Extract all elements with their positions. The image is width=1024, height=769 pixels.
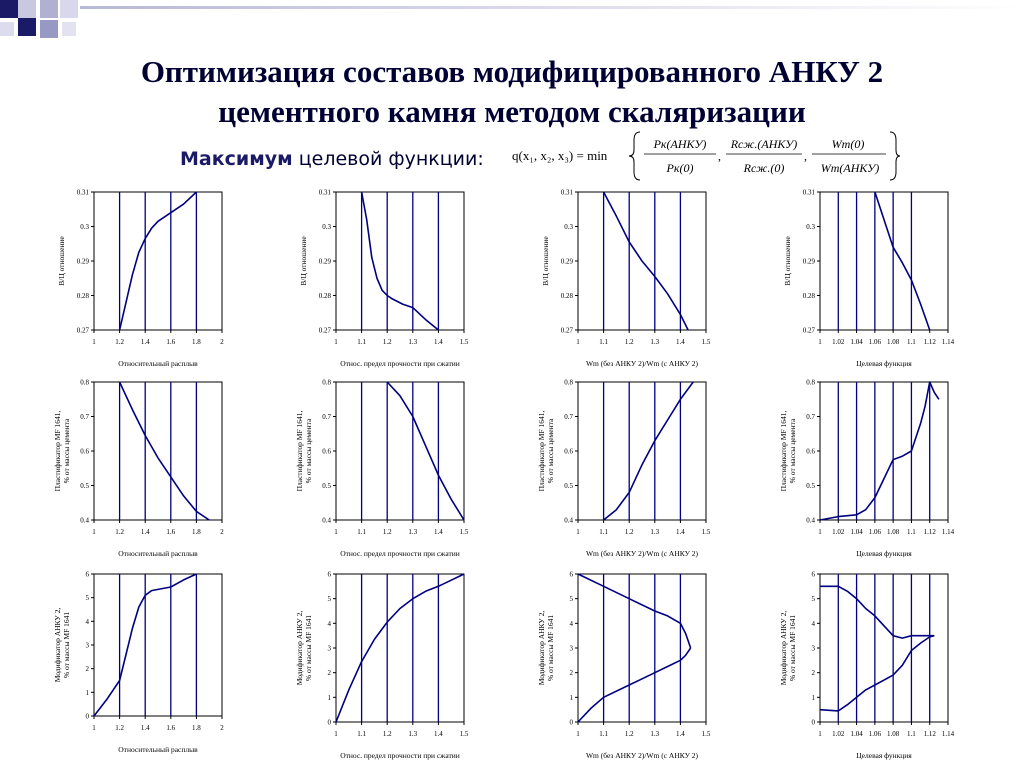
chart-svg <box>536 568 722 764</box>
y-tick-label: 0.28 <box>76 292 89 300</box>
chart-plasticizer-vs-spread <box>52 376 238 562</box>
x-tick-label: 1.14 <box>941 730 955 738</box>
formula-comma: , <box>804 149 807 163</box>
y-tick-label: 2 <box>327 669 331 678</box>
y-tick-label: 2 <box>569 669 573 678</box>
x-tick-label: 1.08 <box>887 338 900 346</box>
y-tick-label: 6 <box>811 570 815 579</box>
chart-svg <box>52 376 238 562</box>
subtitle-rest: целевой функции: <box>292 148 484 170</box>
y-tick-label: 0.27 <box>802 326 815 335</box>
y-tick-label: 0.28 <box>318 292 331 300</box>
y-tick-label: 0.4 <box>564 516 573 525</box>
y-tick-label: 0 <box>569 718 573 727</box>
y-tick-label: 0.27 <box>560 326 573 335</box>
y-tick-label: 0.7 <box>564 413 573 421</box>
y-tick-label: 3 <box>85 641 89 650</box>
x-tick-label: 1.6 <box>166 724 176 732</box>
y-tick-label: 0.31 <box>560 188 573 197</box>
x-tick-label: 1.06 <box>868 338 881 346</box>
x-tick-label: 1.2 <box>115 338 124 346</box>
plot-area <box>94 382 222 520</box>
x-tick-label: 1 <box>576 338 580 346</box>
x-tick-label: 1.8 <box>192 338 201 346</box>
formula-t2-den: Rсж.(0) <box>743 161 785 175</box>
y-tick-label: 0 <box>811 718 815 727</box>
x-tick-label: 1.14 <box>941 528 955 536</box>
x-tick-label: 1.02 <box>832 528 845 536</box>
y-tick-label: 0.31 <box>318 188 331 197</box>
formula-t3-den: Wm(АНКУ) <box>820 161 880 175</box>
y-tick-label: 0.7 <box>322 413 331 421</box>
x-axis-label: Wm (без АНКУ 2)/Wm (с АНКУ 2) <box>585 549 699 558</box>
y-axis-label: Модификатор АНКУ 2,% от массы МF 1641 <box>53 607 71 683</box>
x-tick-label: 1.5 <box>701 338 711 346</box>
chart-svg <box>536 186 722 372</box>
x-tick-label: 1.5 <box>459 338 469 346</box>
y-tick-label: 2 <box>811 669 815 678</box>
y-axis-label: В/Ц отношение <box>299 236 308 286</box>
x-tick-label: 1.2 <box>115 528 124 536</box>
x-tick-label: 1.12 <box>923 338 936 346</box>
x-axis-label: Целевая функция <box>856 549 912 558</box>
x-tick-label: 1.8 <box>192 528 201 536</box>
y-axis-label: В/Ц отношение <box>57 236 66 286</box>
formula-brace-left <box>629 132 640 180</box>
x-tick-label: 1.4 <box>434 338 443 346</box>
y-tick-label: 0.6 <box>564 447 573 456</box>
chart-svg <box>52 568 238 758</box>
y-tick-label: 0.31 <box>802 188 815 197</box>
x-tick-label: 1.4 <box>676 528 685 536</box>
y-tick-label: 0.27 <box>318 326 331 335</box>
x-tick-label: 1 <box>576 528 580 536</box>
x-tick-label: 1.2 <box>382 730 392 738</box>
x-tick-label: 2 <box>220 528 224 536</box>
y-tick-label: 4 <box>327 619 331 628</box>
chart-svg <box>52 186 238 372</box>
subtitle-bold: Максимум <box>180 148 293 170</box>
corner-decoration <box>0 0 140 60</box>
y-tick-label: 0.5 <box>80 482 89 490</box>
x-tick-label: 1.3 <box>650 730 660 738</box>
y-tick-label: 0.7 <box>80 413 89 421</box>
x-tick-label: 1.5 <box>459 528 469 536</box>
deco-square <box>40 20 58 38</box>
x-axis-label: Относительный расплыв <box>118 359 198 368</box>
y-tick-label: 0.3 <box>564 223 573 231</box>
y-tick-label: 0.3 <box>322 223 331 231</box>
x-tick-label: 1 <box>92 724 96 732</box>
x-tick-label: 1 <box>818 528 822 536</box>
x-tick-label: 1.1 <box>599 338 608 346</box>
y-tick-label: 0.6 <box>322 447 331 456</box>
y-tick-label: 0 <box>327 718 331 727</box>
chart-svg <box>294 186 480 372</box>
x-tick-label: 1.2 <box>624 528 634 536</box>
y-tick-label: 6 <box>85 570 89 579</box>
y-tick-label: 0.8 <box>80 378 89 387</box>
plot-area <box>820 574 948 722</box>
x-tick-label: 1.4 <box>140 724 150 732</box>
x-tick-label: 1.12 <box>923 730 936 738</box>
y-tick-label: 0.4 <box>806 516 815 525</box>
x-tick-label: 1 <box>818 730 822 738</box>
x-tick-label: 1.06 <box>868 730 881 738</box>
x-tick-label: 1.08 <box>887 730 900 738</box>
title-line-1: Оптимизация составов модифицированного АНКУ 2 <box>140 54 884 89</box>
y-tick-label: 0.3 <box>806 223 815 231</box>
formula-t1-num: Pк(АНКУ) <box>653 137 707 151</box>
formula-brace-right <box>890 132 900 180</box>
subtitle <box>180 148 484 170</box>
x-tick-label: 1.1 <box>907 730 916 738</box>
y-tick-label: 0.8 <box>322 378 331 387</box>
y-tick-label: 5 <box>811 595 815 604</box>
chart-svg <box>778 568 964 764</box>
chart-wc-vs-objective <box>778 186 964 372</box>
y-tick-label: 1 <box>811 693 815 702</box>
y-tick-label: 4 <box>569 619 573 628</box>
x-tick-label: 1.4 <box>676 730 685 738</box>
plot-area <box>578 382 706 520</box>
deco-square <box>60 0 78 18</box>
x-tick-label: 1 <box>334 730 338 738</box>
x-axis-label: Относительный расплыв <box>118 549 198 558</box>
y-tick-label: 0.31 <box>76 188 89 197</box>
plot-area <box>94 192 222 330</box>
y-axis-label: Модификатор АНКУ 2,% от массы МF 1641 <box>779 610 797 686</box>
y-tick-label: 0.29 <box>560 257 573 266</box>
x-tick-label: 1.1 <box>357 338 366 346</box>
x-tick-label: 1.08 <box>887 528 900 536</box>
plot-area <box>336 192 464 330</box>
y-tick-label: 0.29 <box>76 257 89 266</box>
x-tick-label: 1.5 <box>701 730 711 738</box>
y-tick-label: 0.6 <box>80 447 89 456</box>
x-axis-label: Целевая функция <box>856 359 912 368</box>
y-axis-label: Модификатор АНКУ 2,% от массы МF 1641 <box>295 610 313 686</box>
x-tick-label: 1.1 <box>907 338 916 346</box>
chart-plasticizer-vs-strength <box>294 376 480 562</box>
x-axis-label: Относ. предел прочности при сжатии <box>340 751 460 760</box>
y-tick-label: 5 <box>569 595 573 604</box>
deco-square <box>0 22 14 36</box>
y-tick-label: 3 <box>327 644 331 653</box>
deco-square <box>62 22 76 36</box>
plot-area <box>820 382 948 520</box>
chart-svg <box>536 376 722 562</box>
y-tick-label: 0.5 <box>322 482 331 490</box>
x-tick-label: 1.04 <box>850 528 863 536</box>
x-tick-label: 1.3 <box>408 730 418 738</box>
y-tick-label: 6 <box>569 570 573 579</box>
y-axis-label: В/Ц отношение <box>541 236 550 286</box>
x-tick-label: 1.4 <box>434 528 443 536</box>
y-tick-label: 4 <box>811 619 815 628</box>
x-tick-label: 1.1 <box>907 528 916 536</box>
x-tick-label: 1.1 <box>599 528 608 536</box>
y-tick-label: 0.5 <box>564 482 573 490</box>
y-tick-label: 3 <box>811 644 815 653</box>
y-tick-label: 0.7 <box>806 413 815 421</box>
y-tick-label: 0.27 <box>76 326 89 335</box>
x-tick-label: 1.3 <box>408 338 418 346</box>
formula-t3-num: Wm(0) <box>831 137 865 151</box>
y-tick-label: 5 <box>85 594 89 603</box>
y-tick-label: 0.4 <box>322 516 331 525</box>
y-axis-label: Пластификатор МF 1641,% от массы цемента <box>53 410 71 492</box>
x-tick-label: 2 <box>220 724 224 732</box>
deco-square <box>18 18 36 36</box>
chart-wc-vs-wm <box>536 186 722 372</box>
x-tick-label: 1.2 <box>382 528 392 536</box>
chart-wc-vs-strength <box>294 186 480 372</box>
title-line-2: цементного камня методом скаляризации <box>218 94 806 129</box>
objective-formula <box>510 128 900 184</box>
formula-lhs: q(x₁, x₂, x₃) = min <box>512 148 608 163</box>
y-tick-label: 0.3 <box>80 223 89 231</box>
x-tick-label: 1.2 <box>115 724 124 732</box>
chart-wc-vs-spread <box>52 186 238 372</box>
x-tick-label: 1.1 <box>357 730 366 738</box>
y-tick-label: 0.28 <box>560 292 573 300</box>
x-axis-label: Wm (без АНКУ 2)/Wm (с АНКУ 2) <box>585 751 699 760</box>
x-tick-label: 1.14 <box>941 338 955 346</box>
y-tick-label: 5 <box>327 595 331 604</box>
formula-t2-num: Rсж.(АНКУ) <box>730 137 798 151</box>
chart-modifier-vs-spread <box>52 568 238 758</box>
y-tick-label: 1 <box>327 693 331 702</box>
x-tick-label: 1.5 <box>459 730 469 738</box>
x-tick-label: 1.1 <box>357 528 366 536</box>
x-tick-label: 1.5 <box>701 528 711 536</box>
chart-svg <box>294 568 480 764</box>
plot-area <box>336 382 464 520</box>
chart-svg <box>778 376 964 562</box>
x-tick-label: 2 <box>220 338 224 346</box>
x-axis-label: Wm (без АНКУ 2)/Wm (с АНКУ 2) <box>585 359 699 368</box>
plot-area <box>94 574 222 716</box>
deco-bar <box>80 6 1024 9</box>
y-axis-label: Пластификатор МF 1641,% от массы цемента <box>537 410 555 492</box>
plot-area <box>578 574 706 722</box>
x-tick-label: 1.1 <box>599 730 608 738</box>
x-axis-label: Целевая функция <box>856 751 912 760</box>
x-tick-label: 1 <box>334 338 338 346</box>
x-tick-label: 1.2 <box>382 338 392 346</box>
x-tick-label: 1 <box>334 528 338 536</box>
x-tick-label: 1 <box>818 338 822 346</box>
y-tick-label: 0.29 <box>318 257 331 266</box>
plot-area <box>820 192 948 330</box>
chart-plasticizer-vs-wm <box>536 376 722 562</box>
y-tick-label: 0.4 <box>80 516 89 525</box>
x-tick-label: 1.02 <box>832 730 845 738</box>
x-tick-label: 1.04 <box>850 338 863 346</box>
y-tick-label: 0.6 <box>806 447 815 456</box>
y-tick-label: 0.8 <box>564 378 573 387</box>
chart-svg <box>294 376 480 562</box>
x-tick-label: 1.4 <box>140 338 150 346</box>
x-tick-label: 1.3 <box>408 528 418 536</box>
x-tick-label: 1 <box>576 730 580 738</box>
x-tick-label: 1.2 <box>624 730 634 738</box>
y-tick-label: 0.28 <box>802 292 815 300</box>
y-tick-label: 0.29 <box>802 257 815 266</box>
x-tick-label: 1.6 <box>166 528 176 536</box>
formula-t1-den: Pк(0) <box>666 161 694 175</box>
x-tick-label: 1.8 <box>192 724 201 732</box>
slide-title <box>0 52 1024 132</box>
y-axis-label: Пластификатор МF 1641,% от массы цемента <box>779 410 797 492</box>
chart-modifier-vs-objective <box>778 568 964 764</box>
x-tick-label: 1.6 <box>166 338 176 346</box>
y-tick-label: 0 <box>85 712 89 721</box>
plot-area <box>336 574 464 722</box>
y-tick-label: 4 <box>85 617 89 626</box>
x-tick-label: 1.4 <box>434 730 443 738</box>
x-tick-label: 1.12 <box>923 528 936 536</box>
x-tick-label: 1 <box>92 338 96 346</box>
deco-square <box>18 0 36 18</box>
chart-modifier-vs-wm <box>536 568 722 764</box>
x-tick-label: 1.02 <box>832 338 845 346</box>
deco-square <box>40 0 58 18</box>
y-tick-label: 2 <box>85 665 89 674</box>
deco-square <box>0 0 18 18</box>
x-tick-label: 1.4 <box>140 528 150 536</box>
x-tick-label: 1 <box>92 528 96 536</box>
y-axis-label: Модификатор АНКУ 2,% от массы МF 1641 <box>537 610 555 686</box>
x-tick-label: 1.04 <box>850 730 863 738</box>
x-axis-label: Относ. предел прочности при сжатии <box>340 549 460 558</box>
y-tick-label: 3 <box>569 644 573 653</box>
y-tick-label: 1 <box>85 688 89 697</box>
x-tick-label: 1.3 <box>650 528 660 536</box>
y-tick-label: 6 <box>327 570 331 579</box>
x-tick-label: 1.06 <box>868 528 881 536</box>
x-tick-label: 1.2 <box>624 338 634 346</box>
chart-modifier-vs-strength <box>294 568 480 764</box>
y-tick-label: 1 <box>569 693 573 702</box>
y-axis-label: Пластификатор МF 1641,% от массы цемента <box>295 410 313 492</box>
y-axis-label: В/Ц отношение <box>783 236 792 286</box>
chart-plasticizer-vs-objective <box>778 376 964 562</box>
y-tick-label: 0.5 <box>806 482 815 490</box>
chart-svg <box>778 186 964 372</box>
formula-comma: , <box>718 149 721 163</box>
x-axis-label: Относ. предел прочности при сжатии <box>340 359 460 368</box>
y-tick-label: 0.8 <box>806 378 815 387</box>
x-tick-label: 1.3 <box>650 338 660 346</box>
x-tick-label: 1.4 <box>676 338 685 346</box>
x-axis-label: Относительный расплыв <box>118 745 198 754</box>
